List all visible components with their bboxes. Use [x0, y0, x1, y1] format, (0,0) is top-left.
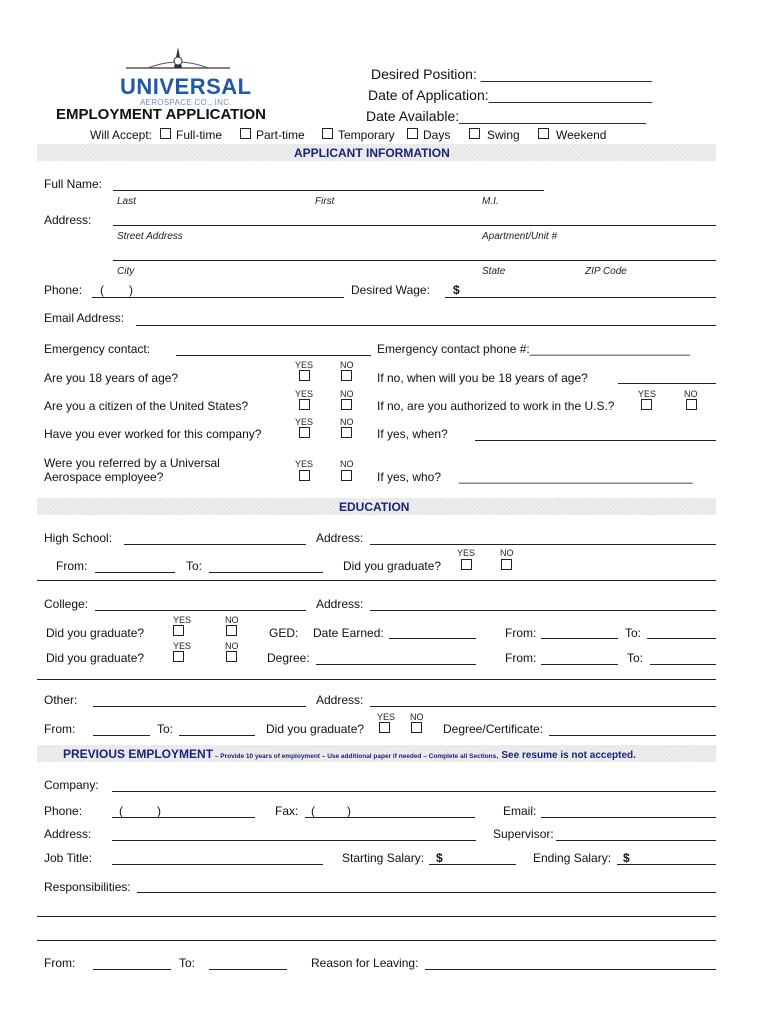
- degree-to-label: To:: [627, 651, 644, 665]
- other-graduate-yes-checkbox[interactable]: [379, 722, 390, 733]
- temporary-checkbox[interactable]: [322, 128, 333, 139]
- other-to-line[interactable]: [179, 735, 255, 736]
- college-from-label: From:: [505, 626, 537, 640]
- logo-wordmark: UNIVERSAL: [120, 74, 252, 99]
- emp-phone-paren-close: ): [157, 804, 161, 818]
- yes-label: YES: [377, 712, 396, 722]
- citizen-question: Are you a citizen of the United States?: [44, 399, 249, 413]
- ending-salary-line[interactable]: [617, 864, 716, 865]
- first-sublabel: First: [315, 196, 335, 207]
- full-name-label: Full Name:: [44, 177, 103, 191]
- worked-when-line[interactable]: [475, 440, 716, 441]
- emp-from-line[interactable]: [93, 969, 171, 970]
- fax-paren-open: (: [311, 804, 315, 818]
- weekend-label: Weekend: [556, 128, 607, 142]
- other-label: Other:: [44, 693, 78, 707]
- desired-position-field[interactable]: Desired Position: ______________________: [371, 66, 653, 82]
- emp-to-label: To:: [179, 956, 196, 970]
- emp-phone-label: Phone:: [44, 804, 83, 818]
- other-from-line[interactable]: [93, 735, 150, 736]
- fax-label: Fax:: [275, 804, 299, 818]
- college-address-label: Address:: [316, 597, 364, 611]
- college-line[interactable]: [95, 610, 306, 611]
- responsibilities-line-2[interactable]: [37, 916, 716, 917]
- degree-to-line[interactable]: [650, 664, 716, 665]
- supervisor-line[interactable]: [556, 840, 716, 841]
- worked-yes-checkbox[interactable]: [299, 427, 310, 438]
- form-title: EMPLOYMENT APPLICATION: [56, 106, 266, 123]
- responsibilities-label: Responsibilities:: [44, 880, 131, 894]
- high-school-line[interactable]: [124, 544, 306, 545]
- other-address-line[interactable]: [370, 706, 716, 707]
- parttime-label: Part-time: [256, 128, 305, 142]
- street-sublabel: Street Address: [117, 231, 183, 242]
- emp-email-line[interactable]: [541, 817, 716, 818]
- days-label: Days: [423, 128, 451, 142]
- email-label: Email Address:: [44, 311, 125, 325]
- education-header: EDUCATION: [339, 500, 410, 514]
- hs-graduate-label: Did you graduate?: [343, 559, 442, 573]
- no-label: NO: [684, 389, 698, 399]
- college-from-line[interactable]: [541, 638, 618, 639]
- worked-followup-label: If yes, when?: [377, 427, 448, 441]
- ending-dollar: $: [623, 851, 630, 865]
- authorized-no-checkbox[interactable]: [686, 399, 697, 410]
- emergency-contact-line[interactable]: [176, 355, 371, 356]
- parttime-checkbox[interactable]: [240, 128, 251, 139]
- yes-label: YES: [295, 389, 314, 399]
- days-checkbox[interactable]: [407, 128, 418, 139]
- referred-question-line1: Were you referred by a Universal: [44, 456, 220, 470]
- worked-question: Have you ever worked for this company?: [44, 427, 262, 441]
- swing-checkbox[interactable]: [469, 128, 480, 139]
- citizen-no-checkbox[interactable]: [341, 399, 352, 410]
- job-title-label: Job Title:: [44, 851, 93, 865]
- yes-label: YES: [295, 417, 314, 427]
- yes-label: YES: [638, 389, 657, 399]
- swing-label: Swing: [487, 128, 520, 142]
- supervisor-label: Supervisor:: [493, 827, 554, 841]
- reason-line[interactable]: [425, 969, 716, 970]
- hs-address-label: Address:: [316, 531, 364, 545]
- referred-no-checkbox[interactable]: [341, 470, 352, 481]
- college-to-line[interactable]: [647, 638, 716, 639]
- hs-to-label: To:: [186, 559, 203, 573]
- age-followup-label: If no, when will you be 18 years of age?: [377, 371, 588, 385]
- city-sublabel: City: [117, 266, 135, 277]
- apt-sublabel: Apartment/Unit #: [482, 231, 558, 242]
- reason-label: Reason for Leaving:: [311, 956, 419, 970]
- employment-header: [63, 747, 636, 761]
- degree-graduate-label: Did you graduate?: [46, 651, 145, 665]
- no-label: NO: [340, 459, 354, 469]
- wage-dollar: $: [453, 283, 460, 297]
- desired-wage-label: Desired Wage:: [351, 283, 430, 297]
- degree-graduate-yes-checkbox[interactable]: [173, 651, 184, 662]
- worked-no-checkbox[interactable]: [341, 427, 352, 438]
- will-accept-label: Will Accept:: [90, 128, 153, 142]
- emp-email-label: Email:: [503, 804, 537, 818]
- authorized-yes-checkbox[interactable]: [641, 399, 652, 410]
- starting-salary-line[interactable]: [429, 864, 516, 865]
- state-sublabel: State: [482, 266, 506, 277]
- logo-subtitle: AEROSPACE CO., INC.: [140, 98, 232, 107]
- desired-wage-line[interactable]: [445, 297, 716, 298]
- no-label: NO: [340, 360, 354, 370]
- section-divider: [37, 679, 716, 680]
- ending-salary-label: Ending Salary:: [533, 851, 612, 865]
- date-of-application-field[interactable]: Date of Application:_____________________: [368, 87, 653, 103]
- airplane-logo-icon: [118, 44, 238, 74]
- emp-address-label: Address:: [44, 827, 92, 841]
- degree-label: Degree:: [267, 651, 310, 665]
- hs-graduate-no-checkbox[interactable]: [501, 559, 512, 570]
- hs-from-label: From:: [56, 559, 88, 573]
- college-graduate-label: Did you graduate?: [46, 626, 145, 640]
- date-earned-line[interactable]: [389, 638, 476, 639]
- fulltime-label: Full-time: [176, 128, 223, 142]
- high-school-label: High School:: [44, 531, 113, 545]
- yes-label: YES: [457, 548, 476, 558]
- employment-title: PREVIOUS EMPLOYMENT: [63, 747, 214, 761]
- yes-label: YES: [173, 641, 192, 651]
- employment-note: – Provide 10 years of employment – Use additional paper if needed – Complete all Sections,: [213, 753, 499, 760]
- email-line[interactable]: [136, 325, 716, 326]
- zip-sublabel: ZIP Code: [585, 266, 627, 277]
- fax-line[interactable]: [305, 817, 475, 818]
- other-to-label: To:: [157, 722, 174, 736]
- no-label: NO: [340, 389, 354, 399]
- phone-paren-close: ): [129, 283, 133, 297]
- referred-who-field[interactable]: ___________________________________: [459, 470, 693, 484]
- date-available-field[interactable]: Date Available:________________________: [366, 108, 647, 124]
- date-earned-label: Date Earned:: [313, 626, 384, 640]
- phone-label: Phone:: [44, 283, 83, 297]
- citizen-followup-label: If no, are you authorized to work in the U.S.?: [377, 399, 615, 413]
- no-label: NO: [225, 641, 239, 651]
- responsibilities-line-3[interactable]: [37, 940, 716, 941]
- emergency-phone-field[interactable]: Emergency contact phone #:________________________: [377, 342, 690, 356]
- temporary-label: Temporary: [338, 128, 395, 142]
- mi-sublabel: M.I.: [482, 196, 499, 207]
- fulltime-checkbox[interactable]: [160, 128, 171, 139]
- emp-to-line[interactable]: [209, 969, 287, 970]
- no-label: NO: [500, 548, 514, 558]
- company-line[interactable]: [112, 791, 716, 792]
- college-label: College:: [44, 597, 89, 611]
- age-followup-line[interactable]: [618, 383, 716, 384]
- hs-address-line[interactable]: [370, 544, 716, 545]
- no-label: NO: [225, 615, 239, 625]
- degree-certificate-label: Degree/Certificate:: [443, 722, 544, 736]
- hs-graduate-yes-checkbox[interactable]: [461, 559, 472, 570]
- employment-note-end: See resume is not accepted.: [501, 750, 636, 761]
- applicant-info-header: APPLICANT INFORMATION: [294, 146, 450, 160]
- age-no-checkbox[interactable]: [341, 370, 352, 381]
- weekend-checkbox[interactable]: [538, 128, 549, 139]
- emergency-contact-label: Emergency contact:: [44, 342, 151, 356]
- degree-line[interactable]: [316, 664, 476, 665]
- yes-label: YES: [295, 459, 314, 469]
- job-title-line[interactable]: [112, 864, 323, 865]
- referred-question-line2: Aerospace employee?: [44, 470, 164, 484]
- emp-from-label: From:: [44, 956, 76, 970]
- other-address-label: Address:: [316, 693, 364, 707]
- address-label: Address:: [44, 213, 92, 227]
- ged-label: GED:: [269, 626, 299, 640]
- fax-paren-close: ): [347, 804, 351, 818]
- hs-from-line[interactable]: [95, 572, 175, 573]
- college-address-line[interactable]: [370, 610, 716, 611]
- street-address-line[interactable]: [113, 225, 716, 226]
- college-to-label: To:: [625, 626, 642, 640]
- degree-from-line[interactable]: [541, 664, 618, 665]
- yes-label: YES: [173, 615, 192, 625]
- other-graduate-no-checkbox[interactable]: [411, 722, 422, 733]
- age-yes-checkbox[interactable]: [299, 370, 310, 381]
- responsibilities-line-1[interactable]: [137, 892, 716, 893]
- no-label: NO: [340, 417, 354, 427]
- degree-certificate-line[interactable]: [549, 735, 716, 736]
- hs-to-line[interactable]: [209, 572, 323, 573]
- emp-phone-paren-open: (: [119, 804, 123, 818]
- other-line[interactable]: [93, 706, 306, 707]
- company-logo: [118, 44, 252, 107]
- age-question: Are you 18 years of age?: [44, 371, 179, 385]
- no-label: NO: [410, 712, 424, 722]
- college-graduate-no-checkbox[interactable]: [226, 625, 237, 636]
- yes-label: YES: [295, 360, 314, 370]
- starting-dollar: $: [436, 851, 443, 865]
- section-divider: [37, 580, 716, 581]
- emp-phone-line[interactable]: [112, 817, 255, 818]
- city-state-zip-line[interactable]: [113, 260, 716, 261]
- last-sublabel: Last: [117, 196, 136, 207]
- referred-followup-label: If yes, who?: [377, 470, 442, 484]
- referred-yes-checkbox[interactable]: [299, 470, 310, 481]
- phone-line[interactable]: [92, 297, 344, 298]
- citizen-yes-checkbox[interactable]: [299, 399, 310, 410]
- emp-address-line[interactable]: [112, 840, 476, 841]
- full-name-line[interactable]: [113, 190, 544, 191]
- other-from-label: From:: [44, 722, 76, 736]
- degree-from-label: From:: [505, 651, 537, 665]
- starting-salary-label: Starting Salary:: [342, 851, 425, 865]
- company-label: Company:: [44, 778, 99, 792]
- phone-paren-open: (: [100, 283, 104, 297]
- degree-graduate-no-checkbox[interactable]: [226, 651, 237, 662]
- college-graduate-yes-checkbox[interactable]: [173, 625, 184, 636]
- other-graduate-label: Did you graduate?: [266, 722, 365, 736]
